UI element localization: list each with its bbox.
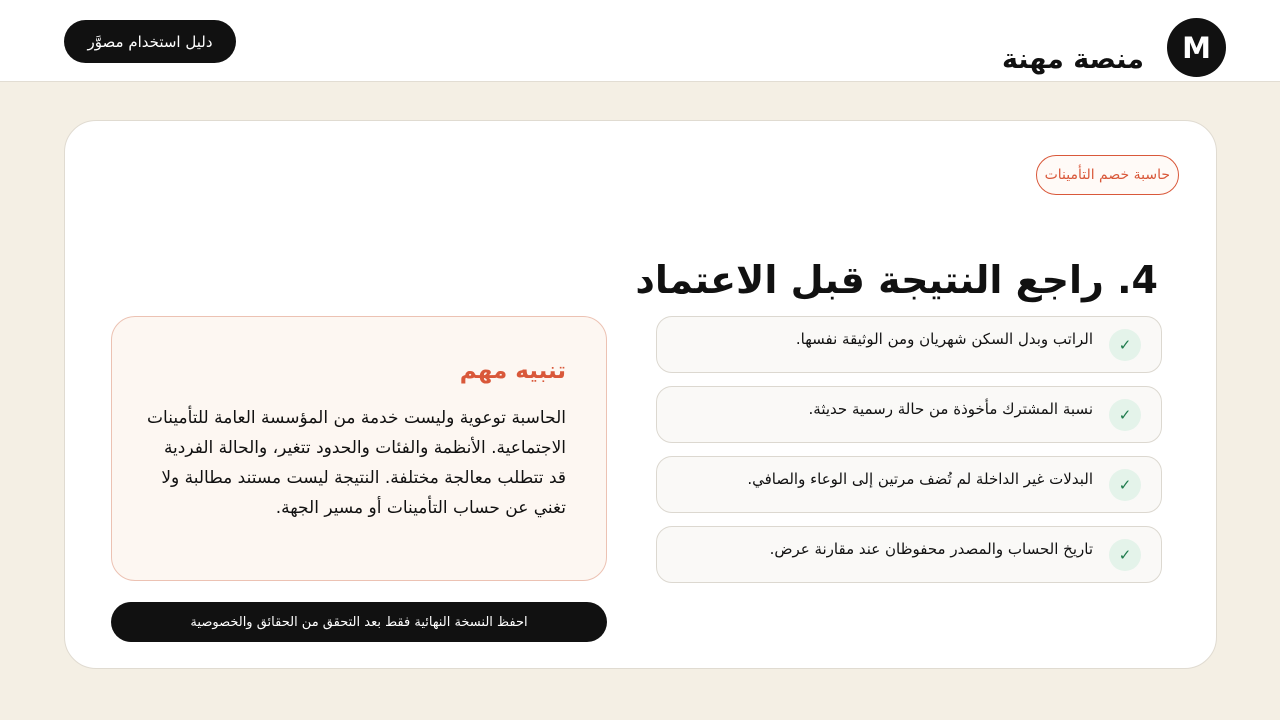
calculator-badge: حاسبة خصم التأمينات xyxy=(1036,155,1179,195)
top-header xyxy=(0,0,1280,82)
checklist-item-text: تاريخ الحساب والمصدر محفوظان عند مقارنة عرض. xyxy=(769,540,1093,558)
checklist-item-text: البدلات غير الداخلة لم تُضف مرتين إلى الوعاء والصافي. xyxy=(747,470,1093,488)
logo[interactable]: M xyxy=(1167,18,1226,77)
check-icon: ✓ xyxy=(1109,399,1141,431)
check-icon: ✓ xyxy=(1109,329,1141,361)
save-final-version-bar: احفظ النسخة النهائية فقط بعد التحقق من الحقائق والخصوصية xyxy=(111,602,607,642)
check-icon: ✓ xyxy=(1109,469,1141,501)
review-checklist xyxy=(656,316,1162,596)
warning-title: تنبيه مهم xyxy=(459,358,566,384)
check-icon: ✓ xyxy=(1109,539,1141,571)
brand-title: منصة مهنة xyxy=(1001,44,1144,75)
guide-button[interactable]: دليل استخدام مصوَّر xyxy=(64,20,236,63)
checklist-item xyxy=(656,456,1162,513)
section-title: 4. راجع النتيجة قبل الاعتماد xyxy=(635,258,1158,302)
checklist-item xyxy=(656,316,1162,373)
main-card xyxy=(64,120,1217,669)
checklist-item-text: الراتب وبدل السكن شهريان ومن الوثيقة نفسها. xyxy=(795,330,1093,348)
checklist-item-text: نسبة المشترك مأخوذة من حالة رسمية حديثة. xyxy=(808,400,1093,418)
important-warning xyxy=(111,316,607,581)
warning-body: الحاسبة توعوية وليست خدمة من المؤسسة العامة للتأمينات الاجتماعية. الأنظمة والفئات والحدود تتغير، والحالة الفردية قد تتطلب معالجة مختلفة. النتيجة ليست مستند مطالبة ولا تغني عن حساب التأمينات أو مسير الجهة. xyxy=(147,408,566,518)
checklist-item xyxy=(656,386,1162,443)
checklist-item xyxy=(656,526,1162,583)
